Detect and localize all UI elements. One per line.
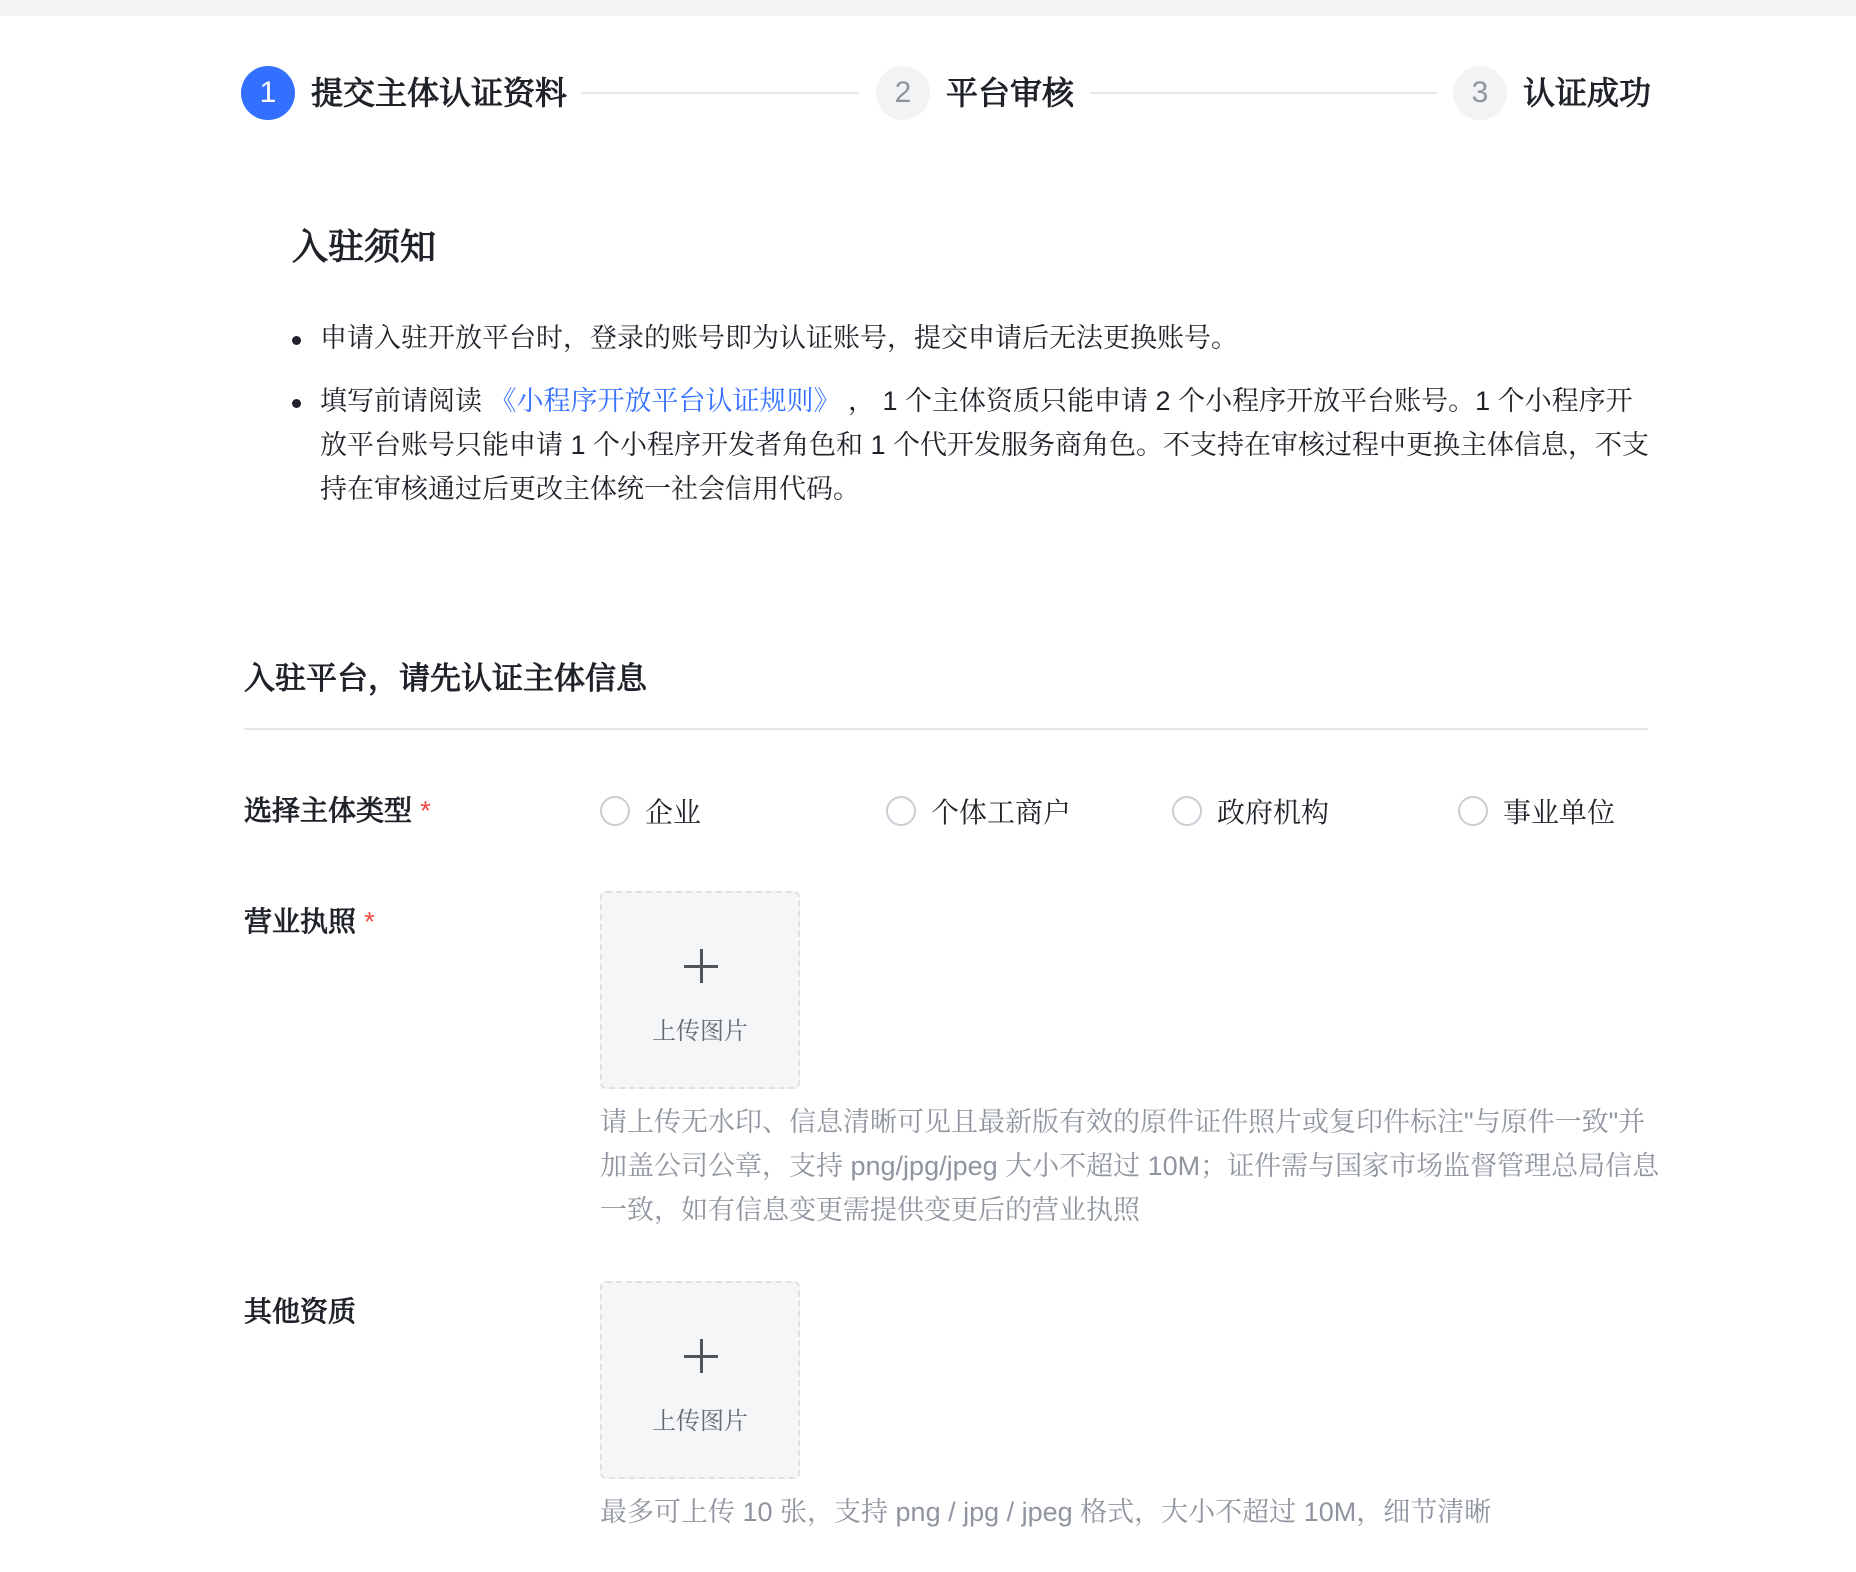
required-mark: * [364, 906, 375, 937]
radio-circle-icon[interactable] [600, 796, 630, 826]
notice-title: 入驻须知 [292, 226, 437, 267]
notice-item [292, 379, 1652, 511]
business-license-label [244, 902, 375, 942]
other-qualifications-upload-button[interactable] [600, 1281, 800, 1479]
radio-label: 企业 [645, 797, 702, 828]
business-license-hint: 请上传无水印、信息清晰可见且最新版有效的原件证件照片或复印件标注"与原件一致"并加盖公司公章，支持 png/jpg/jpeg 大小不超过 10M；证件需与国家市场监督管理总局信息一致，如有信息变更需提供变更后的营业执照 [600, 1107, 1660, 1225]
rules-link[interactable]: 《小程序开放平台认证规则》 [489, 386, 841, 416]
notice-item-text: ， 1 个主体资质只能申请 2 个小程序开放平台账号。1 个小程序开放平台账号只能申请 1 个小程序开发者角色和 1 个代开发服务商角色。不支持在审核过程中更换主体信息，不支持在审核通过后更改主体统一社会信用代码。 [320, 386, 1650, 504]
business-license-label-text: 营业执照 [244, 906, 357, 937]
upload-text: 上传图片 [652, 1408, 748, 1435]
entity-type-label [244, 791, 431, 831]
radio-enterprise[interactable] [600, 791, 701, 831]
step-3-label: 认证成功 [1523, 75, 1652, 111]
notice-item [292, 316, 1652, 360]
step-1-label: 提交主体认证资料 [311, 75, 568, 111]
plus-icon [684, 949, 718, 983]
notice-list [292, 316, 1652, 530]
radio-circle-icon[interactable] [1172, 796, 1202, 826]
step-2-number: 2 [876, 66, 930, 120]
step-3-number: 3 [1453, 66, 1507, 120]
notice-item-text: 填写前请阅读 [320, 386, 482, 416]
section-title: 入驻平台，请先认证主体信息 [244, 661, 647, 696]
step-connector [581, 92, 859, 94]
business-license-upload-button[interactable] [600, 891, 800, 1089]
radio-circle-icon[interactable] [1458, 796, 1488, 826]
step-1-number: 1 [241, 66, 295, 120]
step-connector [1090, 92, 1437, 94]
radio-government[interactable] [1172, 791, 1329, 831]
radio-public-institution[interactable] [1458, 791, 1615, 831]
bullet-icon [292, 399, 301, 408]
entity-type-label-text: 选择主体类型 [244, 795, 413, 826]
other-qualifications-label-text: 其他资质 [244, 1296, 357, 1327]
top-bar [0, 0, 1856, 16]
upload-text: 上传图片 [652, 1018, 748, 1045]
step-2-label: 平台审核 [946, 75, 1075, 111]
radio-label: 事业单位 [1503, 797, 1616, 828]
radio-label: 政府机构 [1217, 797, 1330, 828]
divider [244, 728, 1648, 730]
bullet-icon [292, 336, 301, 345]
radio-individual-business[interactable] [886, 791, 1071, 831]
step-progress [241, 66, 1652, 122]
required-mark: * [420, 795, 431, 826]
other-qualifications-hint: 最多可上传 10 张，支持 png / jpg / jpeg 格式，大小不超过 10M，细节清晰 [600, 1497, 1492, 1527]
notice-item-text: 申请入驻开放平台时，登录的账号即为认证账号，提交申请后无法更换账号。 [320, 323, 1238, 353]
radio-label: 个体工商户 [931, 797, 1072, 828]
plus-icon [684, 1339, 718, 1373]
other-qualifications-label [244, 1292, 356, 1332]
radio-circle-icon[interactable] [886, 796, 916, 826]
